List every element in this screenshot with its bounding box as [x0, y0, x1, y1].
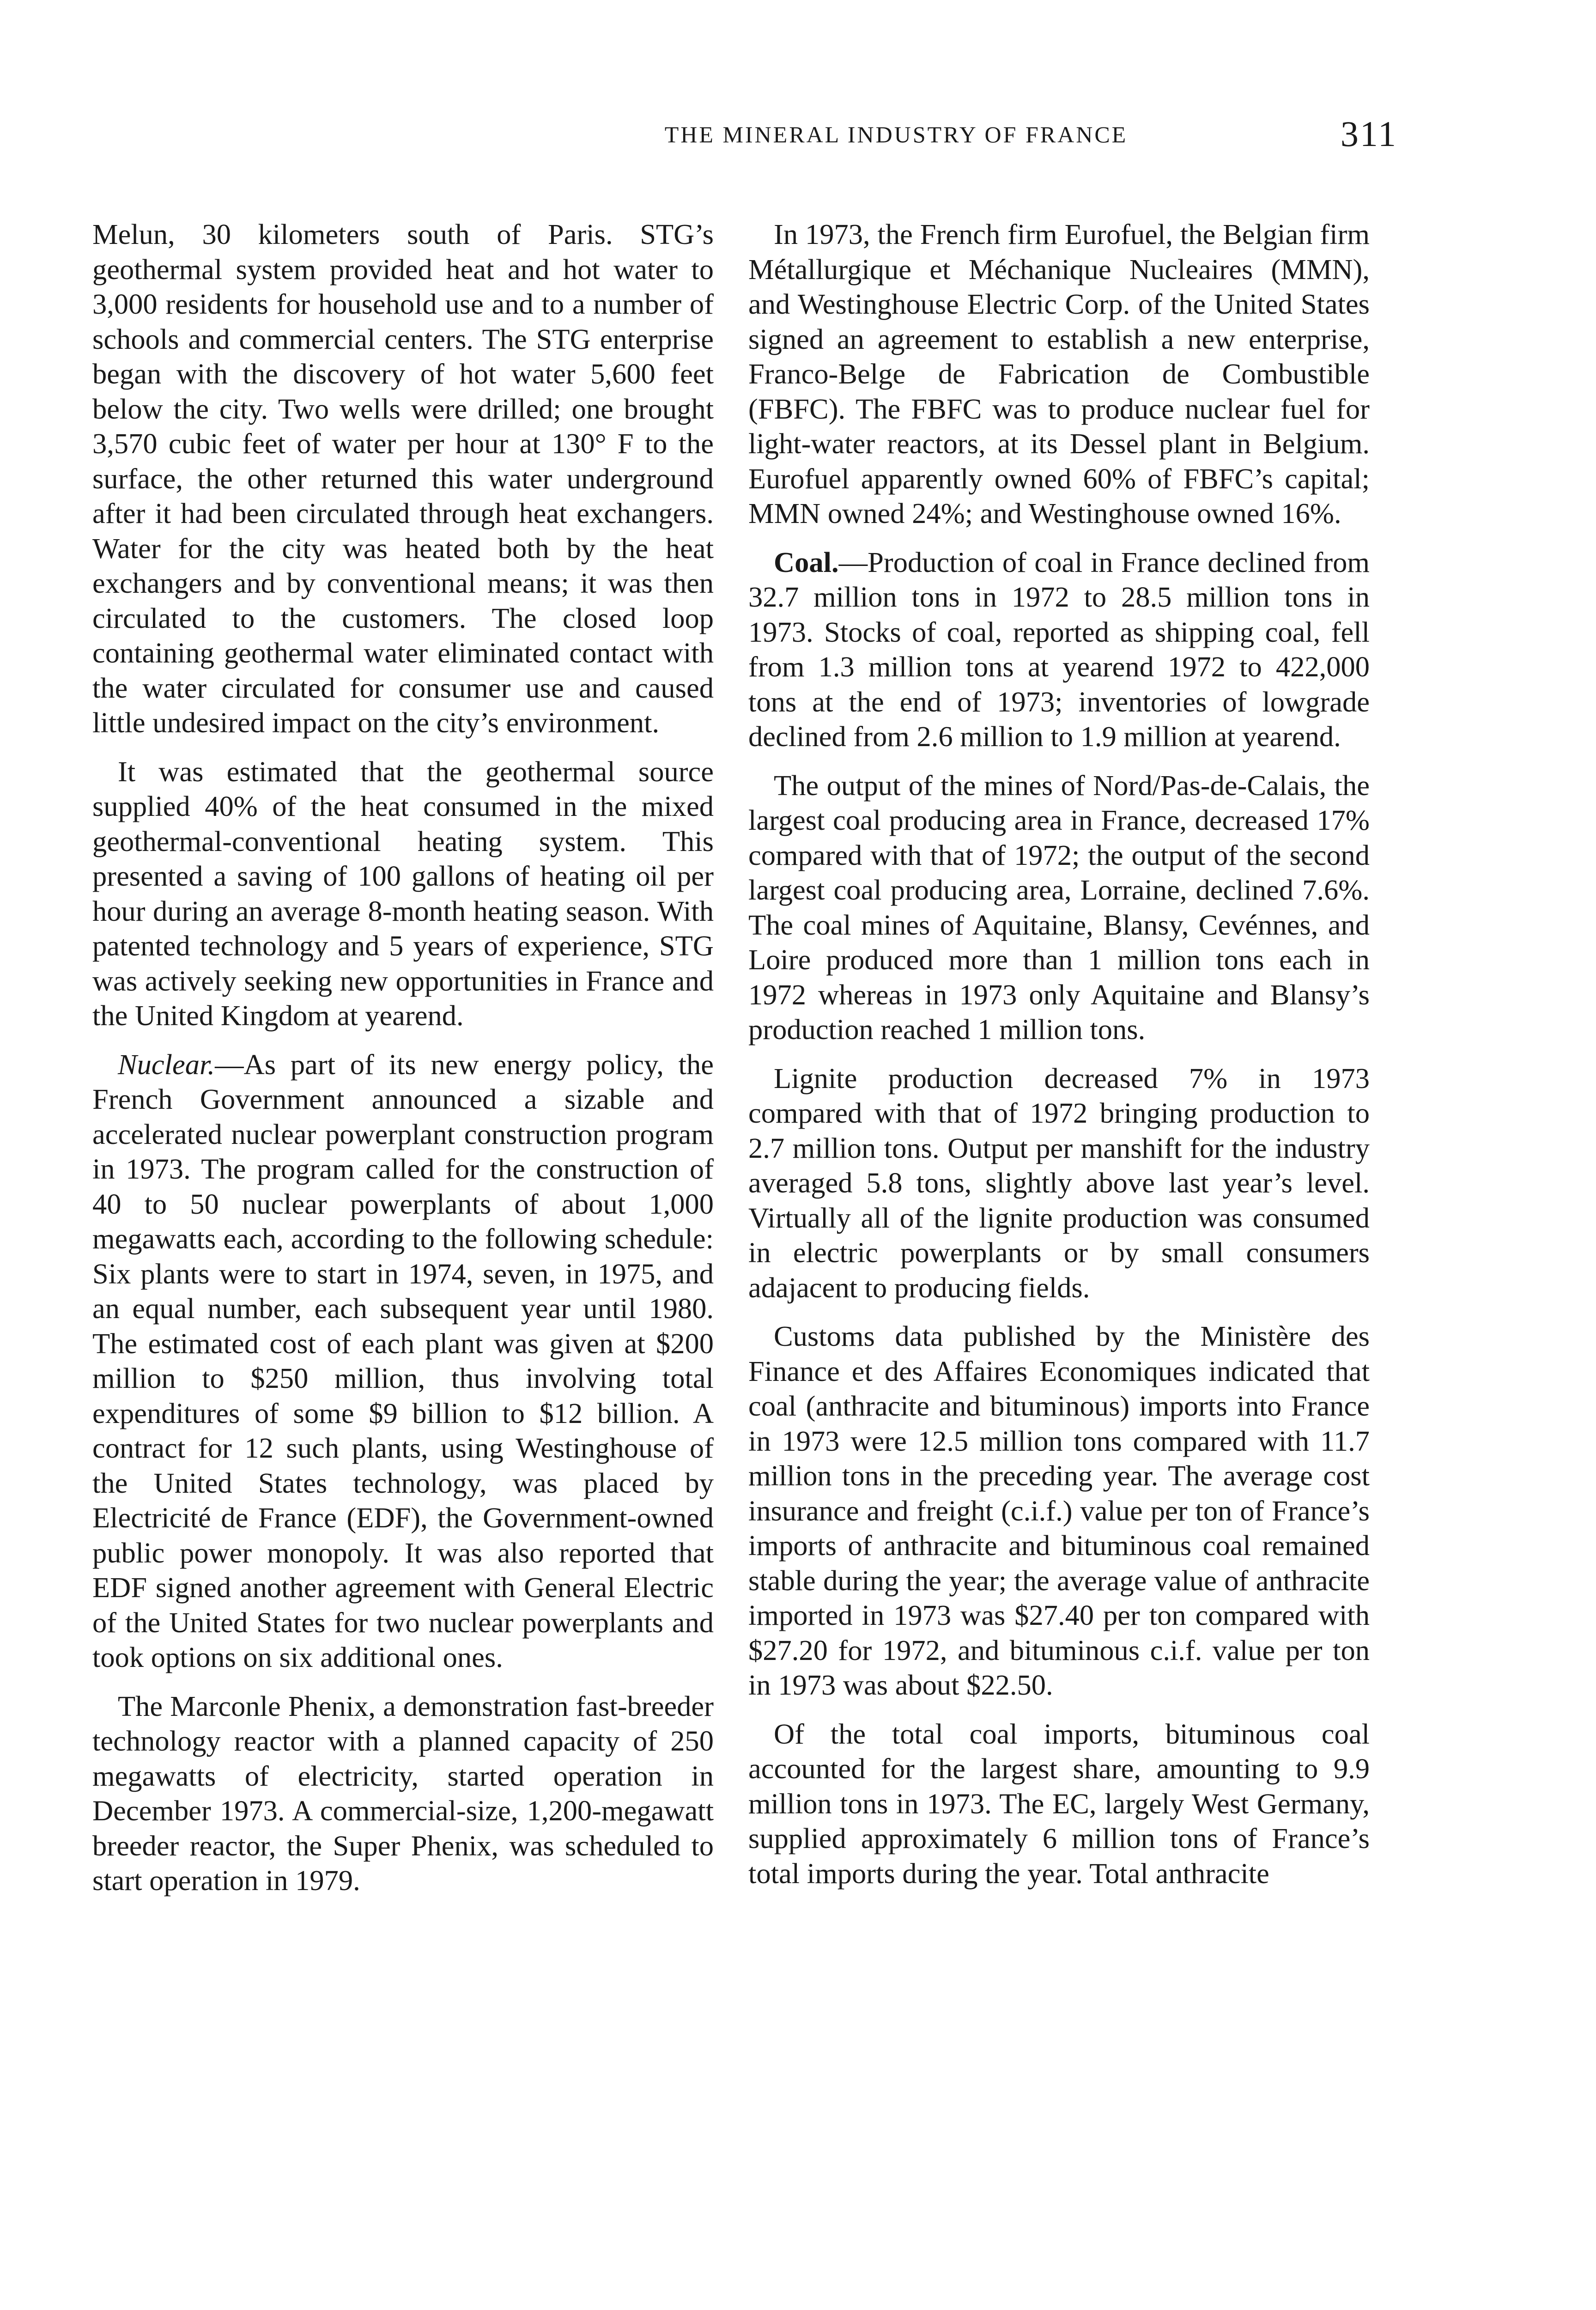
running-header: THE MINERAL INDUSTRY OF FRANCE [664, 122, 1128, 147]
paragraph-nuclear [92, 1047, 714, 1675]
paragraph-coal-areas: The output of the mines of Nord/Pas-de-Calais, the largest coal producing area in France, decreased 17% compared with that of 1972; the output of the second largest coal producing area, Lorraine, declined 7.6%. The coal mines of Aquitaine, Blansy, Cevénnes, and Loire produced more than 1 million tons each in 1972 whereas in 1973 only Aquitaine and Blansy’s production reached 1 million tons. [748, 769, 1370, 1046]
paragraph-coal-body: —Production of coal in France declined from 32.7 million tons in 1972 to 28.5 million tons in 1973. Stocks of coal, reported as shipping coal, fell from 1.3 million tons at yearend 1972 to 422,000 tons at the end of 1973; inventories of lowgrade declined from 2.6 million to 1.9 million at yearend. [748, 546, 1370, 753]
paragraph-fbfc: In 1973, the French firm Eurofuel, the Belgian firm Métallurgique et Méchanique Nucleaires (MMN), and Westinghouse Electric Corp. of the United States signed an agreement to establish a new enterprise, Franco-Belge de Fabrication de Combustible (FBFC). The FBFC was to produce nuclear fuel for light-water reactors, at its Dessel plant in Belgium. Eurofuel apparently owned 60% of FBFC’s capital; MMN owned 24%; and Westinghouse owned 16%. [748, 218, 1370, 529]
paragraph-geothermal-melun: Melun, 30 kilometers south of Paris. STG’s geothermal system provided heat and hot water to 3,000 residents for household use and to a number of schools and commercial centers. The STG enterprise began with the discovery of hot water 5,600 feet below the city. Two wells were drilled; one brought 3,570 cubic feet of water per hour at 130° F to the surface, the other returned this water underground after it had been circulated through heat exchangers. Water for the city was heated both by the heat exchangers and by conventional means; it was then circulated to the customers. The closed loop containing geothermal water eliminated contact with the water circulated for consumer use and caused little undesired impact on the city’s environment. [92, 218, 714, 739]
paragraph-coal [748, 545, 1370, 754]
paragraph-geothermal-savings: It was estimated that the geothermal source supplied 40% of the heat consumed in the mixed geothermal-conventional heating system. This presented a saving of 100 gallons of heating oil per hour during an average 8-month heating season. With patented technology and 5 years of experience, STG was actively seeking new opportunities in France and the United Kingdom at yearend. [92, 755, 714, 1032]
section-lead-coal: Coal. [774, 546, 839, 578]
right-column [748, 217, 1370, 1905]
paragraph-customs-data: Customs data published by the Ministère des Finance et des Affaires Economiques indicated that coal (anthracite and bituminous) imports into France in 1973 were 12.5 million tons compared with 11.7 million tons in the preceding year. The average cost insurance and freight (c.i.f.) value per ton of France’s imports of anthracite and bituminous coal remained stable during the year; the average value of anthracite imported in 1973 was $27.40 per ton compared with $27.20 for 1972, and bituminous c.i.f. value per ton in 1973 was about $22.50. [748, 1320, 1370, 1701]
paragraph-coal-imports: Of the total coal imports, bituminous coal accounted for the largest share, amounting to 9.9 million tons in 1973. The EC, largely West Germany, supplied approximately 6 million tons of France’s total imports during the year. Total anthracite [748, 1717, 1370, 1890]
section-lead-nuclear: Nuclear. [118, 1048, 215, 1081]
paragraph-phenix: The Marconle Phenix, a demonstration fast-breeder technology reactor with a planned capacity of 250 megawatts of electricity, started operation in December 1973. A commercial-size, 1,200-megawatt breeder reactor, the Super Phenix, was scheduled to start operation in 1979. [92, 1690, 714, 1897]
paragraph-nuclear-body: —As part of its new energy policy, the French Government announced a sizable and accelerated nuclear powerplant construction program in 1973. The program called for the construction of 40 to 50 nuclear powerplants of about 1,000 megawatts each, according to the following schedule: Six plants were to start in 1974, seven, in 1975, and an equal number, each subsequent year until 1980. The estimated cost of each plant was given at $200 million to $250 million, thus involving total expenditures of some $9 billion to $12 billion. A contract for 12 such plants, using Westinghouse of the United States technology, was placed by Electricité de France (EDF), the Government-owned public power monopoly. It was also reported that EDF signed another agreement with General Electric of the United States for two nuclear powerplants and took options on six additional ones. [92, 1048, 714, 1673]
left-column [92, 217, 714, 1912]
paragraph-lignite: Lignite production decreased 7% in 1973 compared with that of 1972 bringing production to 2.7 million tons. Output per manshift for the industry averaged 5.8 tons, slightly above last year’s level. Virtually all of the lignite production was consumed in electric powerplants or by small consumers adajacent to producing fields. [748, 1062, 1370, 1304]
page-number: 311 [1340, 114, 1397, 154]
